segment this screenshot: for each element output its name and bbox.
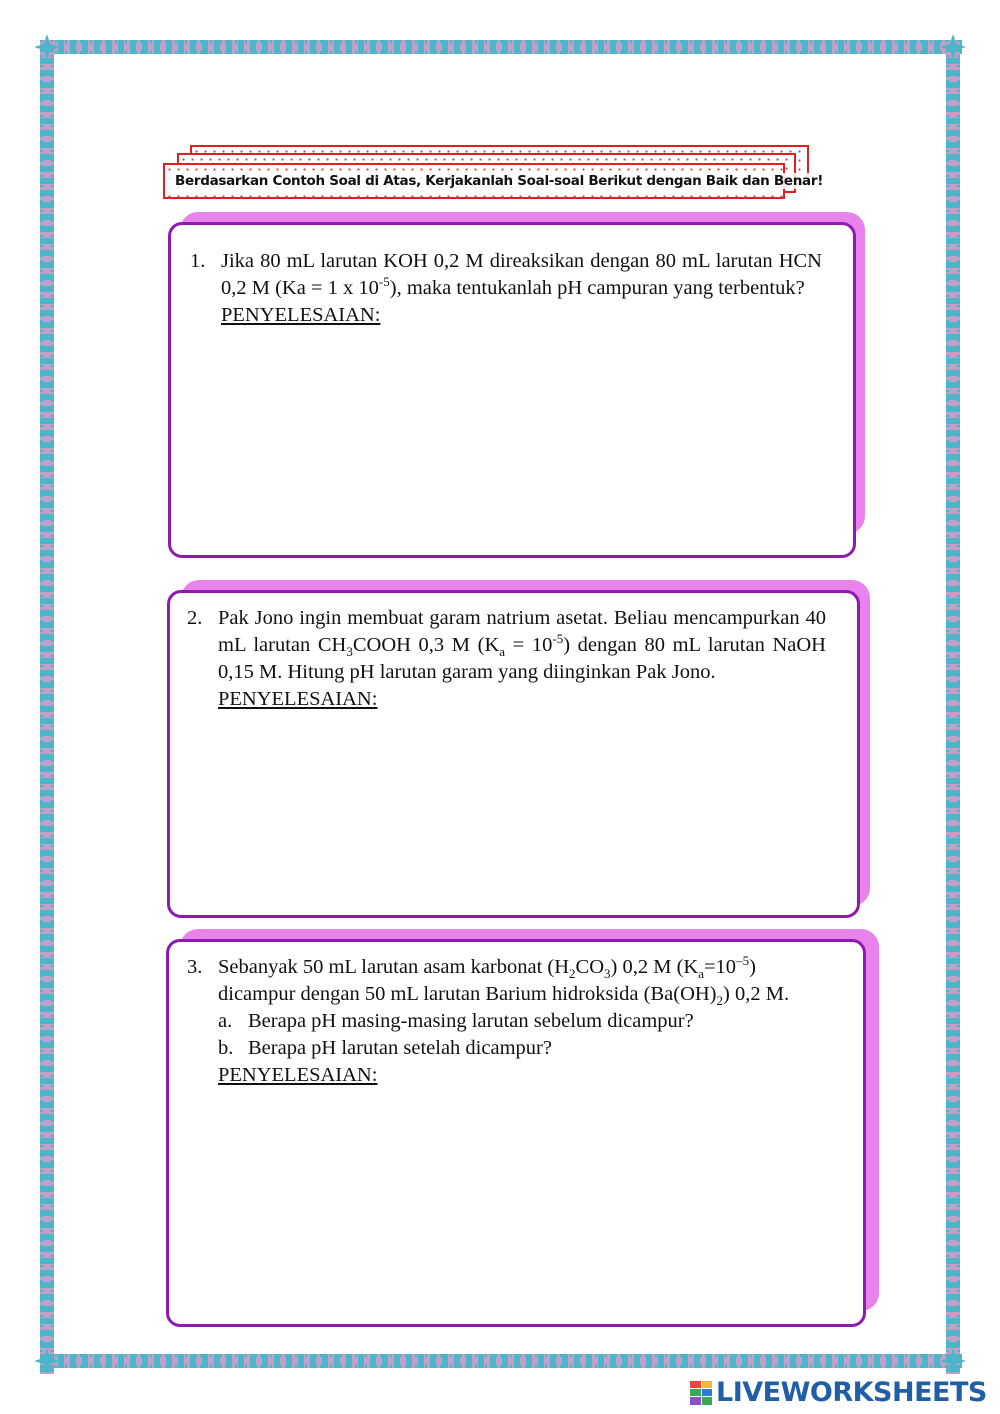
sub-question-b: b. Berapa pH larutan setelah dicampur? [218, 1037, 552, 1059]
border-top [40, 40, 962, 54]
solution-label: PENYELESAIAN: [218, 1064, 378, 1086]
logo-square [690, 1389, 701, 1396]
solution-label: PENYELESAIAN: [218, 688, 378, 710]
question-text: Pak Jono ingin membuat garam natrium asetat. Beliau mencampurkan 40 mL larutan $CH_3COOH$ 0,3 M $(K_a = 10^{-5})$ dengan 80 mL larutan NaOH 0,15 M. Hitung pH larutan garam yang diinginkan Pak Jono. [218, 607, 826, 683]
question-text: Jika 80 mL larutan KOH 0,2 M direaksikan dengan 80 mL larutan HCN 0,2 M (Ka = 1 x $10^{-5}$), maka tentukanlah pH campuran yang terbentuk? [221, 250, 822, 299]
corner-ornament-icon [34, 1348, 60, 1374]
question-text: Sebanyak 50 mL larutan asam karbonat $(H_2CO_3)$ 0,2 M $(K_a=10^{-5})$ dicampur dengan 50 mL larutan Barium hidroksida $(Ba(OH)_2)$ 0,2 M. [218, 953, 790, 1009]
border-left [40, 40, 54, 1374]
question-box-2 [167, 580, 870, 918]
logo-square [702, 1397, 713, 1404]
logo-icon [690, 1381, 712, 1405]
sub-question-a: a. Berapa pH masing-masing larutan sebelum dicampur? [218, 1010, 694, 1032]
question-content [187, 954, 834, 1089]
question-box-1 [168, 212, 865, 548]
logo-square [690, 1381, 701, 1388]
answer-area[interactable] [218, 348, 818, 538]
logo-square [702, 1389, 713, 1396]
question-box-3 [166, 929, 879, 1327]
corner-ornament-icon [34, 34, 60, 60]
question-number: 3. [187, 956, 203, 978]
border-right [946, 40, 960, 1374]
question-content [187, 605, 826, 713]
corner-ornament-icon [940, 1348, 966, 1374]
liveworksheets-logo [690, 1377, 987, 1408]
logo-text: LIVEWORKSHEETS [716, 1377, 987, 1408]
instruction-text: Berdasarkan Contoh Soal di Atas, Kerjakanlah Soal-soal Berikut dengan Baik dan Benar! [165, 173, 823, 189]
border-bottom [40, 1354, 962, 1368]
banner-front [163, 163, 824, 199]
answer-area[interactable] [216, 1129, 836, 1314]
logo-square [702, 1381, 713, 1388]
logo-square [690, 1397, 701, 1404]
solution-label: PENYELESAIAN: [221, 304, 381, 326]
answer-area[interactable] [217, 740, 827, 905]
question-number: 1. [190, 250, 206, 272]
instruction-banner [163, 145, 824, 201]
question-number: 2. [187, 607, 203, 629]
question-content [190, 248, 822, 329]
corner-ornament-icon [940, 34, 966, 60]
